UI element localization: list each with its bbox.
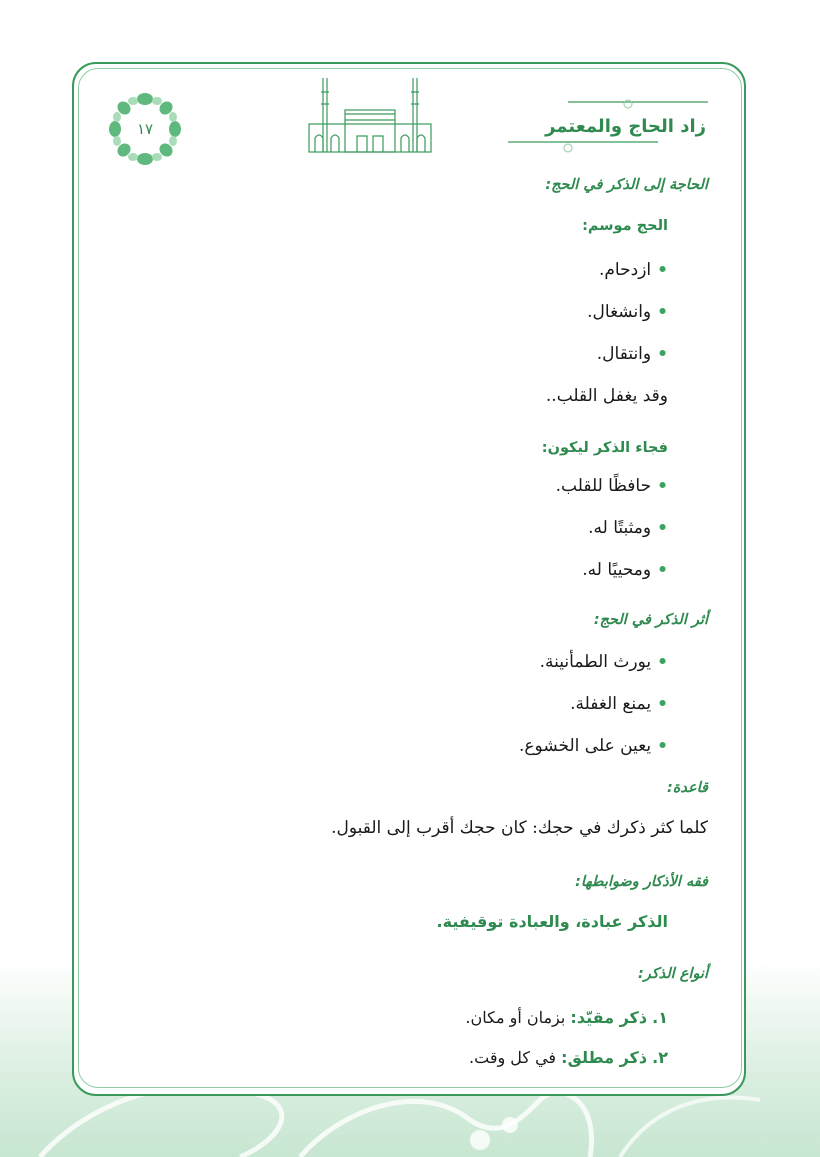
list-item: ٢. ذكر مطلق: في كل وقت.	[469, 1048, 668, 1067]
section-heading-types: أنواع الذكر:	[637, 966, 708, 982]
page-number: ١٧	[136, 120, 154, 138]
dot-icon: •	[657, 344, 668, 364]
dot-icon: •	[657, 302, 668, 322]
heart-line: وقد يغفل القلب..	[545, 386, 668, 406]
list-item: •يورث الطمأنينة.	[539, 652, 668, 672]
dot-icon: •	[657, 476, 668, 496]
subheading-purpose: فجاء الذكر ليكون:	[541, 440, 668, 456]
list-item: •ازدحام.	[599, 260, 668, 280]
list-item: •وانشغال.	[587, 302, 668, 322]
dot-icon: •	[657, 736, 668, 756]
section-heading-effect: أثر الذكر في الحج:	[593, 612, 708, 628]
list-item: •ومثبتًا له.	[588, 518, 668, 538]
rule-text: كلما كثر ذكرك في حجك: كان حجك أقرب إلى القبول.	[331, 818, 708, 838]
section-heading-need: الحاجة إلى الذكر في الحج:	[545, 177, 708, 193]
book-title: زاد الحاج والمعتمر	[545, 116, 706, 137]
dot-icon: •	[657, 260, 668, 280]
dot-icon: •	[657, 694, 668, 714]
section-heading-fiqh: فقه الأذكار وضوابطها:	[575, 874, 708, 890]
section-heading-rule: قاعدة:	[666, 780, 708, 796]
list-item: •حافظًا للقلب.	[555, 476, 668, 496]
list-item: •يمنع الغفلة.	[570, 694, 668, 714]
fiqh-text: الذكر عبادة، والعبادة توقيفية.	[436, 912, 668, 931]
list-item: ١. ذكر مقيّد: بزمان أو مكان.	[465, 1008, 668, 1027]
subheading-season: الحج موسم:	[582, 218, 668, 234]
list-item: •يعين على الخشوع.	[519, 736, 668, 756]
dot-icon: •	[657, 652, 668, 672]
dot-icon: •	[657, 560, 668, 580]
dot-icon: •	[657, 518, 668, 538]
list-item: •ومحييًا له.	[582, 560, 668, 580]
kaaba-mosque-icon	[305, 74, 435, 156]
list-item: •وانتقال.	[596, 344, 668, 364]
